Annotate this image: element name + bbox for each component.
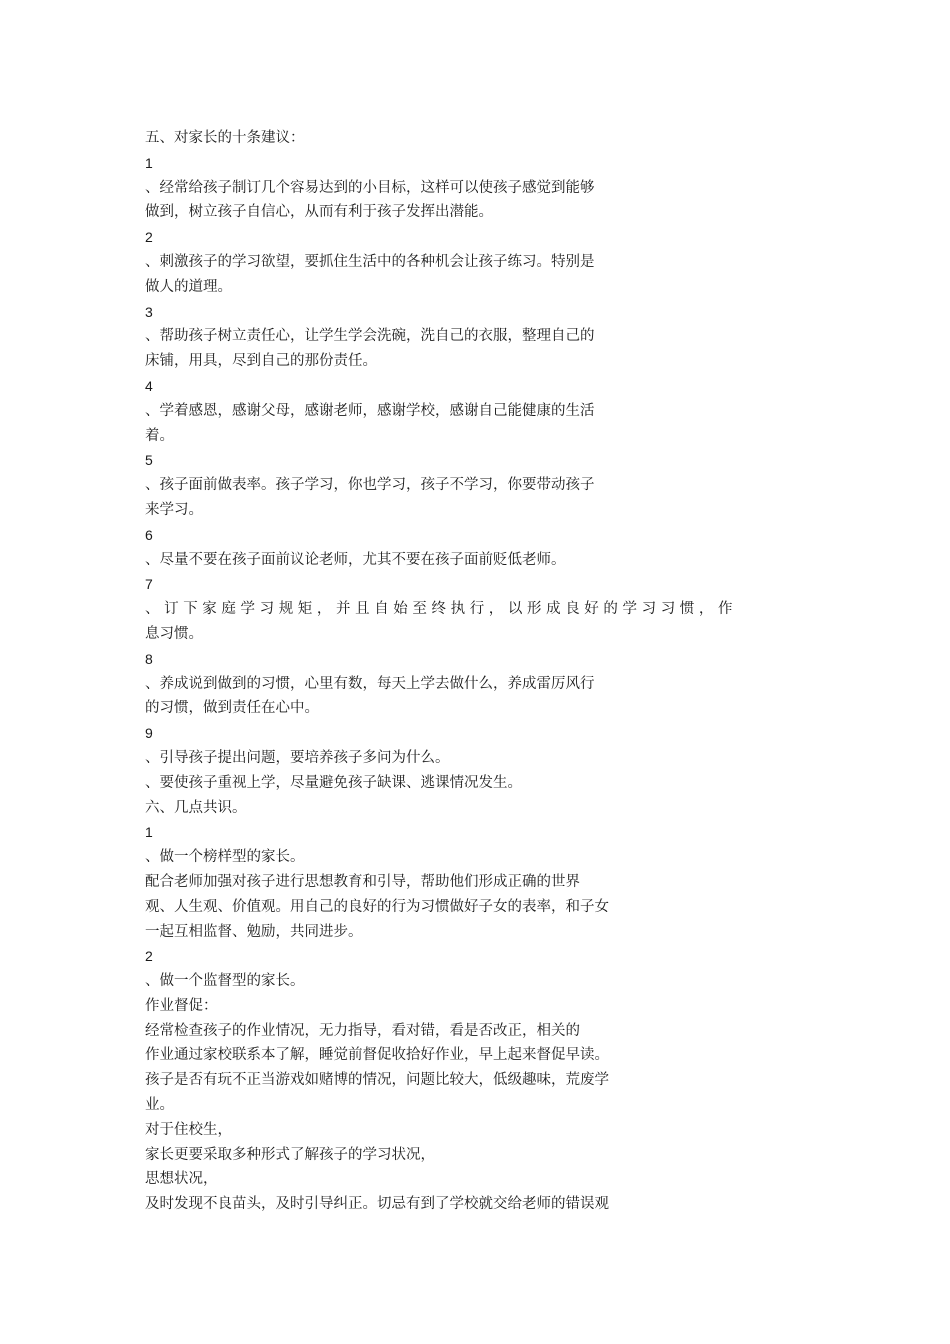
paragraph-line: 床铺，用具，尽到自己的那份责任。 bbox=[145, 353, 377, 370]
paragraph-line: 、尽量不要在孩子面前议论老师，尤其不要在孩子面前贬低老师。 bbox=[145, 551, 566, 568]
paragraph-line: 、帮助孩子树立责任心，让学生学会洗碗，洗自己的衣服，整理自己的 bbox=[145, 328, 595, 345]
paragraph-line: 的习惯，做到责任在心中。 bbox=[145, 700, 319, 717]
paragraph-line: 、订下家庭学习规矩，并且自始至终执行，以形成良好的学习习惯，作 bbox=[145, 601, 738, 618]
item-number: 7 bbox=[145, 576, 153, 593]
paragraph-line: 做到，树立孩子自信心，从而有利于孩子发挥出潜能。 bbox=[145, 204, 493, 221]
item-number: 9 bbox=[145, 725, 153, 742]
paragraph-line: 一起互相监督、勉励，共同进步。 bbox=[145, 923, 363, 940]
paragraph-line: 、孩子面前做表率。孩子学习，你也学习，孩子不学习，你要带动孩子 bbox=[145, 477, 595, 494]
paragraph-line: 来学习。 bbox=[145, 501, 203, 518]
paragraph-line: 经常检查孩子的作业情况，无力指导，看对错，看是否改正，相关的 bbox=[145, 1022, 580, 1039]
item-number: 1 bbox=[145, 154, 153, 171]
paragraph-line: 、经常给孩子制订几个容易达到的小目标，这样可以使孩子感觉到能够 bbox=[145, 179, 595, 196]
paragraph-line: 作业通过家校联系本了解，睡觉前督促收拾好作业，早上起来督促早读。 bbox=[145, 1047, 609, 1064]
paragraph-line: 息习惯。 bbox=[145, 625, 203, 642]
paragraph-line: 、养成说到做到的习惯，心里有数，每天上学去做什么，养成雷厉风行 bbox=[145, 675, 595, 692]
paragraph-line: 、要使孩子重视上学，尽量避免孩子缺课、逃课情况发生。 bbox=[145, 774, 522, 791]
paragraph-line: 对于住校生， bbox=[145, 1121, 232, 1138]
item-number: 1 bbox=[145, 824, 153, 841]
paragraph-line: 、刺激孩子的学习欲望，要抓住生活中的各种机会让孩子练习。特别是 bbox=[145, 253, 595, 270]
document-body bbox=[145, 126, 775, 1217]
paragraph-line: 作业督促： bbox=[145, 997, 218, 1014]
paragraph-line: 着。 bbox=[145, 427, 174, 444]
paragraph-line: 思想状况， bbox=[145, 1171, 218, 1188]
paragraph-line: 孩子是否有玩不正当游戏如赌博的情况，问题比较大，低级趣味，荒废学 bbox=[145, 1072, 609, 1089]
paragraph-line: 做人的道理。 bbox=[145, 278, 232, 295]
item-number: 5 bbox=[145, 452, 153, 469]
paragraph-line: 配合老师加强对孩子进行思想教育和引导，帮助他们形成正确的世界 bbox=[145, 873, 580, 890]
paragraph-line: 、引导孩子提出问题，要培养孩子多问为什么。 bbox=[145, 749, 450, 766]
paragraph-line: 、做一个榜样型的家长。 bbox=[145, 849, 305, 866]
paragraph-line: 家长更要采取多种形式了解孩子的学习状况， bbox=[145, 1146, 435, 1163]
paragraph-line: 及时发现不良苗头，及时引导纠正。切忌有到了学校就交给老师的错误观 bbox=[145, 1196, 609, 1213]
item-number: 6 bbox=[145, 526, 153, 543]
item-number: 4 bbox=[145, 377, 153, 394]
paragraph-line: 观、人生观、价值观。用自己的良好的行为习惯做好子女的表率，和子女 bbox=[145, 898, 609, 915]
item-number: 2 bbox=[145, 948, 153, 965]
section-heading: 五、对家长的十条建议： bbox=[145, 130, 305, 146]
paragraph-line: 、做一个监督型的家长。 bbox=[145, 973, 305, 990]
section-heading: 六、几点共识。 bbox=[145, 799, 247, 816]
item-number: 2 bbox=[145, 229, 153, 246]
item-number: 8 bbox=[145, 650, 153, 667]
item-number: 3 bbox=[145, 303, 153, 320]
paragraph-line: 、学着感恩，感谢父母，感谢老师，感谢学校，感谢自己能健康的生活 bbox=[145, 402, 595, 419]
paragraph-line: 业。 bbox=[145, 1097, 174, 1114]
